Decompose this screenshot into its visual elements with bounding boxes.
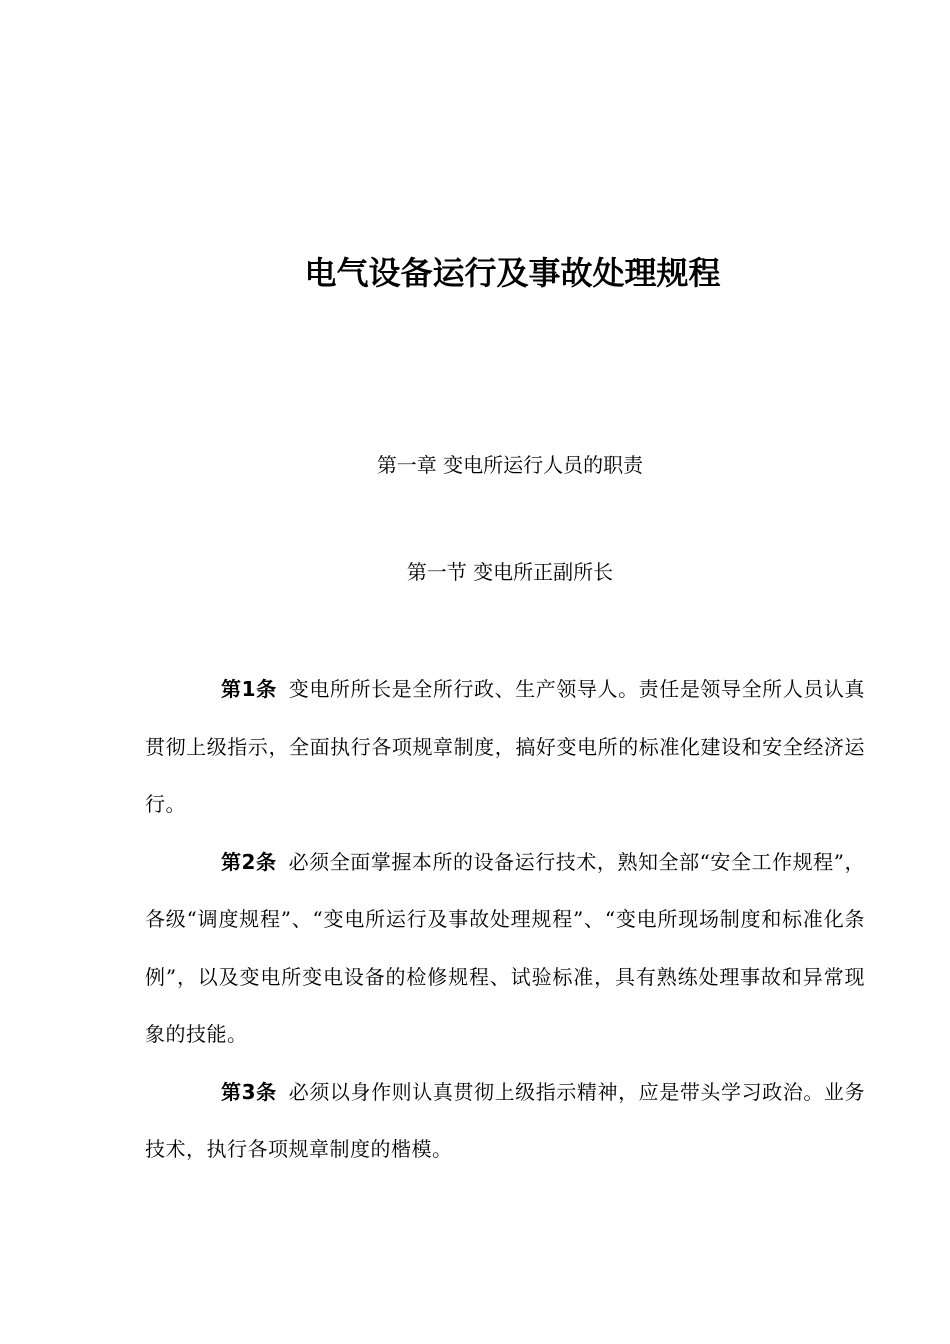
article-text: 必须以身作则认真贯彻上级指示精神，应是带头学习政治。业务技术，执行各项规章制度的楷模。 bbox=[145, 1079, 866, 1161]
article-1 bbox=[145, 661, 865, 834]
article-text: 必须全面掌握本所的设备运行技术，熟知全部“安全工作规程”，各级“调度规程”、“变电所运行及事故处理规程”、“变电所现场制度和标准化条例”，以及变电所变电设备的检修规程、试验标准，具有熟练处理事故和异常现象的技能。 bbox=[145, 849, 865, 1046]
section-heading: 第一节 变电所正副所长 bbox=[406, 560, 614, 584]
article-number: 第2条 bbox=[221, 849, 277, 874]
article-3 bbox=[145, 1064, 865, 1179]
article-2 bbox=[145, 834, 865, 1064]
document-title: 电气设备运行及事故处理规程 bbox=[304, 254, 721, 292]
article-number: 第1条 bbox=[221, 677, 277, 701]
chapter-heading: 第一章 变电所运行人员的职责 bbox=[376, 453, 644, 477]
article-number: 第3条 bbox=[221, 1079, 277, 1104]
article-text: 变电所所长是全所行政、生产领导人。责任是领导全所人员认真贯彻上级指示，全面执行各项规章制度，搞好变电所的标准化建设和安全经济运行。 bbox=[145, 677, 866, 816]
document-body bbox=[145, 661, 865, 1179]
